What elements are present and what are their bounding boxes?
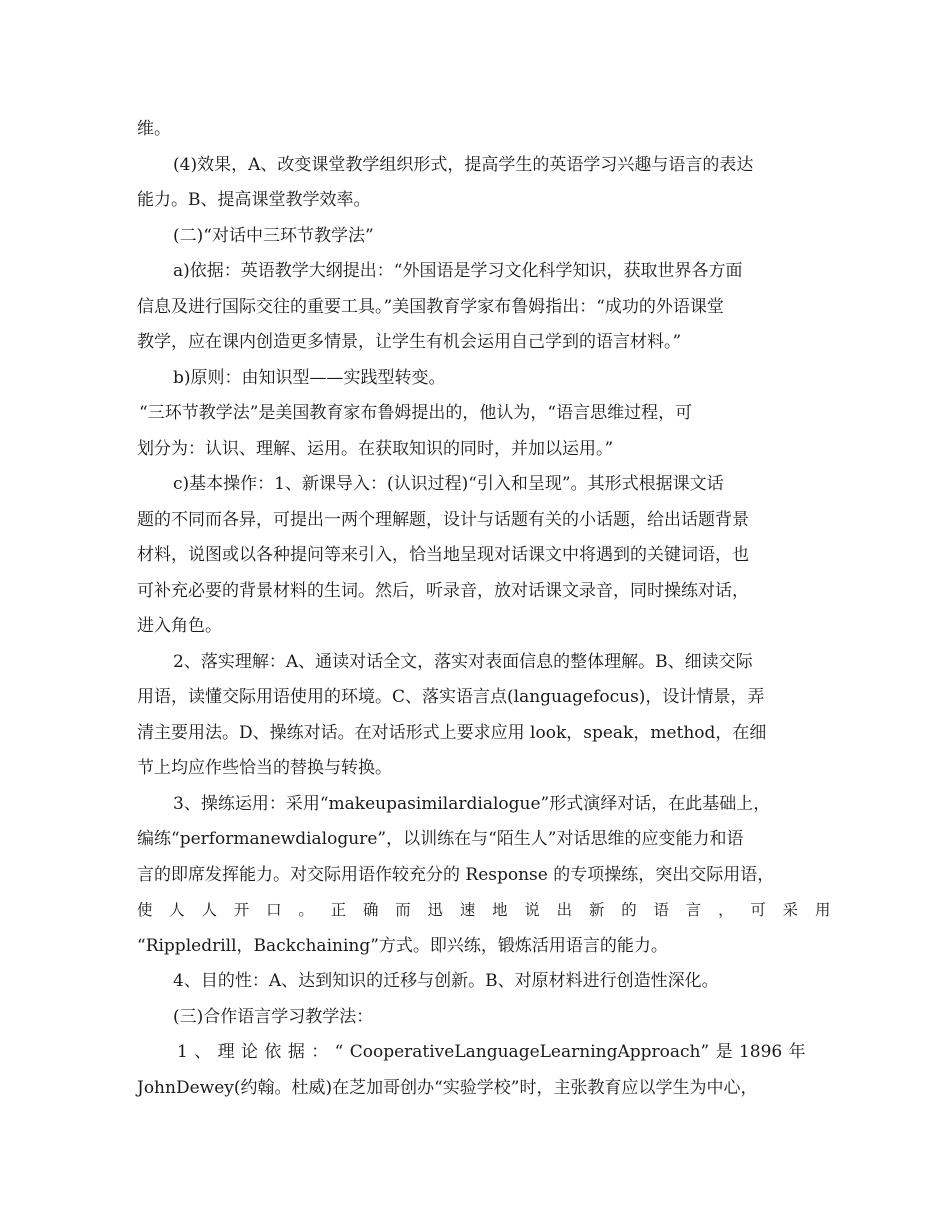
text-line: a)依据：英语教学大纲提出：“外国语是学习文化科学知识，获取世界各方面 bbox=[173, 261, 743, 281]
text-line: c)基本操作：1、新课导入：(认识过程)“引入和呈现”。其形式根据课文话 bbox=[173, 474, 724, 494]
text-line: 4、目的性：A、达到知识的迁移与创新。B、对原材料进行创造性深化。 bbox=[173, 971, 719, 991]
text-line: 3、操练运用：采用“makeupasimilardialogue”形式演绎对话，在此基础上， bbox=[173, 793, 771, 814]
text-line: b)原则：由知识型——实践型转变。 bbox=[173, 367, 446, 388]
text-line: 信息及进行国际交往的重要工具。”美国教育学家布鲁姆指出：“成功的外语课堂 bbox=[137, 296, 724, 317]
text-line: 维。 bbox=[137, 119, 171, 139]
text-line: 2、落实理解：A、通读对话全文，落实对表面信息的整体理解。B、细读交际 bbox=[173, 651, 753, 672]
section-heading: (三)合作语言学习教学法： bbox=[173, 1006, 374, 1027]
text-line: 划分为：认识、理解、运用。在获取知识的同时，并加以运用。” bbox=[137, 438, 614, 459]
text-line: 能力。B、提高课堂教学效率。 bbox=[137, 190, 371, 210]
text-line: 编练“performanewdialogure”，以训练在与“陌生人”对话思维的应变能力和语 bbox=[137, 829, 744, 849]
text-line: 节上均应作些恰当的替换与转换。 bbox=[137, 758, 392, 778]
text-line: JohnDewey(约翰。杜威)在芝加哥创办“实验学校”时，主张教育应以学生为中心， bbox=[137, 1077, 758, 1098]
text-line: 题的不同而各异，可提出一两个理解题，设计与话题有关的小话题，给出话题背景 bbox=[137, 509, 749, 530]
text-line: 可补充必要的背景材料的生词。然后，听录音，放对话课文录音，同时操练对话， bbox=[137, 580, 749, 601]
text-line: 材料，说图或以各种提问等来引入，恰当地呈现对话课文中将遇到的关键词语，也 bbox=[137, 545, 749, 565]
text-line: “三环节教学法”是美国教育家布鲁姆提出的，他认为，“语言思维过程，可 bbox=[139, 403, 693, 423]
text-line: 用语，读懂交际用语使用的环境。C、落实语言点(languagefocus)，设计情景，弄 bbox=[137, 687, 765, 707]
text-line: 1 、 理 论 依 据 ： “ CooperativeLanguageLearningApproach” 是 1896 年 bbox=[177, 1042, 806, 1062]
text-line: 使 人 人 开 口 。 正 确 而 迅 速 地 说 出 新 的 语 言 ， 可 采 用 bbox=[137, 901, 832, 919]
text-line: 进入角色。 bbox=[137, 616, 222, 636]
text-line: 教学，应在课内创造更多情景，让学生有机会运用自己学到的语言材料。” bbox=[137, 332, 682, 352]
document-body bbox=[137, 112, 832, 1106]
text-line: 清主要用法。D、操练对话。在对话形式上要求应用 look，speak，method，在细 bbox=[137, 722, 767, 743]
text-line: “Rippledrill，Backchaining”方式。即兴练，锻炼活用语言的能力。 bbox=[137, 935, 668, 956]
text-line: 言的即席发挥能力。对交际用语作较充分的 Response 的专项操练，突出交际用语， bbox=[137, 864, 775, 885]
section-heading: (二)“对话中三环节教学法” bbox=[173, 225, 374, 246]
text-line: (4)效果，A、改变课堂教学组织形式，提高学生的英语学习兴趣与语言的表达 bbox=[173, 154, 754, 175]
